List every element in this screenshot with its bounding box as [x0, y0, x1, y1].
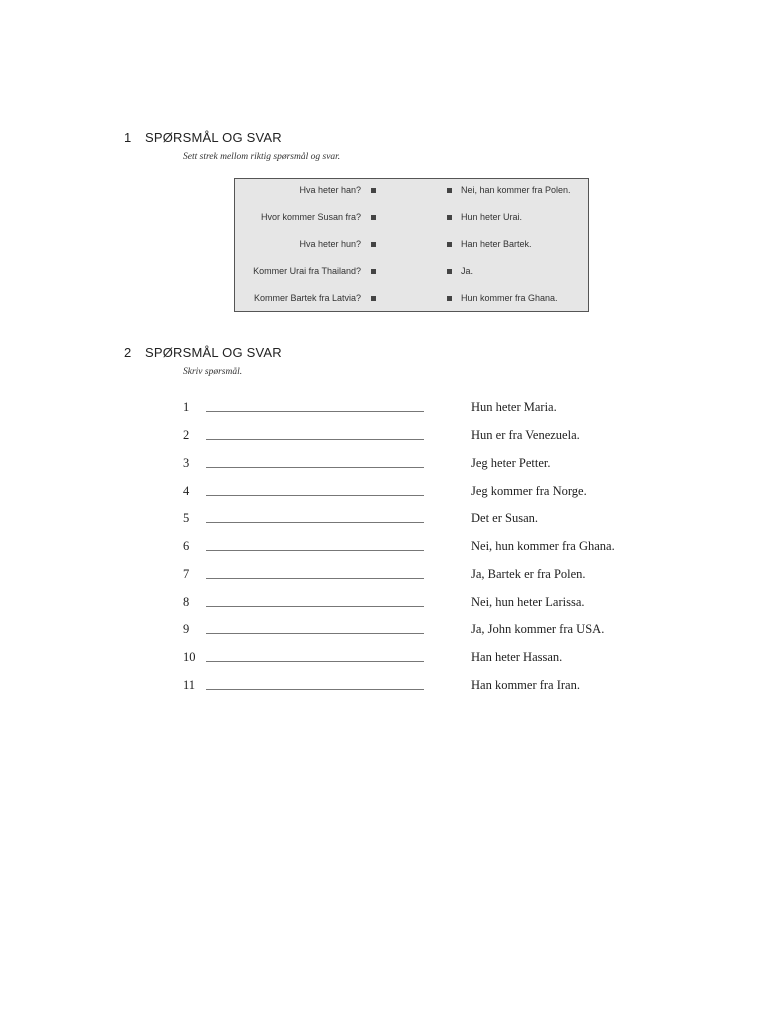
- exercise-number: 1: [183, 400, 190, 414]
- exercise-row: [0, 400, 768, 418]
- answer-write-line[interactable]: [206, 439, 424, 440]
- section-2-instruction: Skriv spørsmål.: [183, 367, 243, 377]
- answer-write-line[interactable]: [206, 689, 424, 690]
- answer-write-line[interactable]: [206, 467, 424, 468]
- exercise-row: [0, 428, 768, 446]
- match-row: [235, 266, 588, 280]
- exercise-number: 3: [183, 456, 190, 470]
- exercise-row: [0, 567, 768, 585]
- answer-square-marker[interactable]: [447, 296, 452, 301]
- exercise-row: [0, 484, 768, 502]
- answer-text: Han heter Bartek.: [461, 239, 532, 249]
- match-row: [235, 293, 588, 307]
- answer-square-marker[interactable]: [447, 215, 452, 220]
- answer-text: Ja.: [461, 266, 474, 276]
- exercise-number: 9: [183, 622, 190, 636]
- given-answer: Det er Susan.: [471, 511, 538, 525]
- exercise-number: 5: [183, 511, 190, 525]
- answer-write-line[interactable]: [206, 633, 424, 634]
- given-answer: Jeg kommer fra Norge.: [471, 484, 587, 498]
- exercise-row: [0, 456, 768, 474]
- given-answer: Han heter Hassan.: [471, 650, 563, 664]
- answer-write-line[interactable]: [206, 578, 424, 579]
- answer-text: Hun kommer fra Ghana.: [461, 293, 558, 303]
- question-text: Hva heter han?: [299, 185, 361, 195]
- given-answer: Nei, hun kommer fra Ghana.: [471, 539, 615, 553]
- section-2-title: SPØRSMÅL OG SVAR: [145, 345, 282, 360]
- answer-write-line[interactable]: [206, 411, 424, 412]
- section-1-instruction: Sett strek mellom riktig spørsmål og svar.: [183, 152, 341, 162]
- section-1-number: 1: [124, 130, 132, 145]
- question-text: Hva heter hun?: [299, 239, 361, 249]
- exercise-number: 8: [183, 595, 190, 609]
- given-answer: Hun er fra Venezuela.: [471, 428, 580, 442]
- answer-square-marker[interactable]: [447, 188, 452, 193]
- answer-text: Nei, han kommer fra Polen.: [461, 185, 571, 195]
- section-2-header: [124, 345, 282, 360]
- exercise-number: 4: [183, 484, 190, 498]
- exercise-number: 10: [183, 650, 196, 664]
- exercise-row: [0, 595, 768, 613]
- given-answer: Hun heter Maria.: [471, 400, 557, 414]
- exercise-row: [0, 678, 768, 696]
- match-row: [235, 185, 588, 199]
- exercise-number: 7: [183, 567, 190, 581]
- section-1-title: SPØRSMÅL OG SVAR: [145, 130, 282, 145]
- given-answer: Jeg heter Petter.: [471, 456, 551, 470]
- question-square-marker[interactable]: [371, 215, 376, 220]
- question-text: Hvor kommer Susan fra?: [260, 212, 361, 222]
- answer-square-marker[interactable]: [447, 242, 452, 247]
- answer-write-line[interactable]: [206, 522, 424, 523]
- section-2-number: 2: [124, 345, 132, 360]
- exercise-row: [0, 539, 768, 557]
- match-row: [235, 212, 588, 226]
- given-answer: Ja, Bartek er fra Polen.: [471, 567, 586, 581]
- answer-square-marker[interactable]: [447, 269, 452, 274]
- question-square-marker[interactable]: [371, 188, 376, 193]
- question-square-marker[interactable]: [371, 269, 376, 274]
- exercise-row: [0, 650, 768, 668]
- given-answer: Nei, hun heter Larissa.: [471, 595, 585, 609]
- answer-text: Hun heter Urai.: [461, 212, 523, 222]
- match-row: [235, 239, 588, 253]
- answer-write-line[interactable]: [206, 661, 424, 662]
- question-text: Kommer Urai fra Thailand?: [253, 266, 361, 276]
- given-answer: Ja, John kommer fra USA.: [471, 622, 605, 636]
- exercise-number: 11: [183, 678, 196, 692]
- given-answer: Han kommer fra Iran.: [471, 678, 580, 692]
- exercise-number: 2: [183, 428, 190, 442]
- exercise-number: 6: [183, 539, 190, 553]
- question-square-marker[interactable]: [371, 242, 376, 247]
- exercise-row: [0, 622, 768, 640]
- exercise-row: [0, 511, 768, 529]
- question-text: Kommer Bartek fra Latvia?: [253, 293, 361, 303]
- matching-box: [234, 178, 589, 312]
- question-square-marker[interactable]: [371, 296, 376, 301]
- answer-write-line[interactable]: [206, 606, 424, 607]
- answer-write-line[interactable]: [206, 550, 424, 551]
- answer-write-line[interactable]: [206, 495, 424, 496]
- section-1-header: [124, 130, 282, 145]
